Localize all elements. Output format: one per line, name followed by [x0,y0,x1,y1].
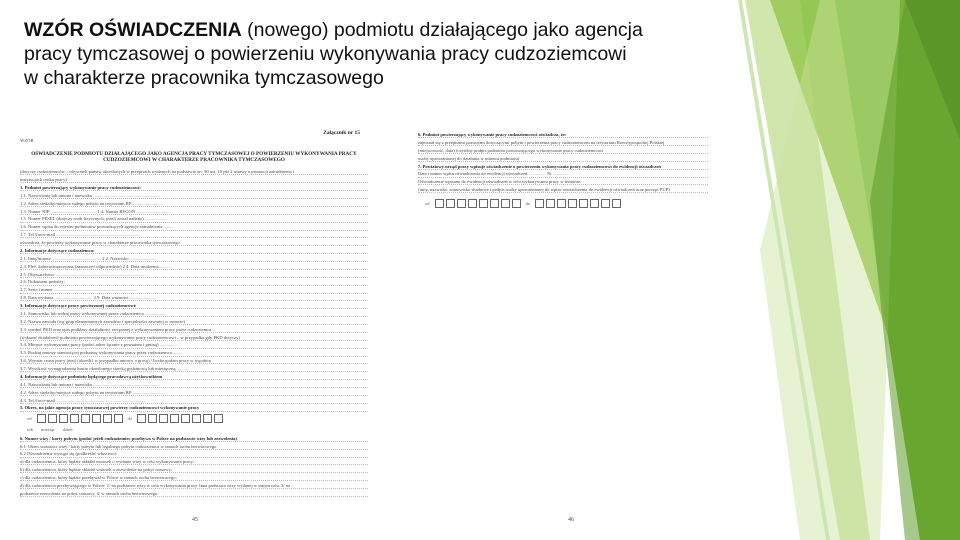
from-label: od [27,416,32,422]
slide-title-rest: (nowego) podmiotu działającego jako agencja pracy tymczasowej o powierzeniu wykonywania pracy cudzoziemcowi w charakterze pracownika tymczasowego [24,19,643,89]
document-line: b) dla cudzoziemca, który będzie składał wniosek o zezwolenie na pobyt czasowy; [20,467,368,473]
document-line: 1. Podmiot powierzający wykonywanie pracy cudzoziemcowi: [20,185,368,191]
document-title: OŚWIADCZENIE PODMIOTU DZIAŁAJĄCEGO JAKO AGENCJA PRACY TYMCZASOWEJ O POWIERZENIU WYKONYWANIA PRACY CUDZOZIEMCOWI W CHARAKTERZE PRACOWNIKA TYMCZASOWEGO [31,151,357,164]
slide-title [24,18,644,90]
document-line: 2.6. Dokument podróży: [20,279,368,285]
document-line: 3.4. Miejsce wykonywania pracy (podać adres łącznie z powiatem i gminą) ............... [20,342,368,348]
document-line: 6.1. Okres ważności wizy / karty pobytu lub legalnego pobytu cudzoziemca w ramach ruchu bezwizowego [20,444,368,450]
document-line: 1.2. Adres siedziby/miejsca stałego pobytu na terytorium RP............................ [20,201,368,207]
document-line: (wskazać działalność podmiotu powierzającego wykonywanie pracy cudzoziemcowi – w przypadku gdy PKD dotyczy) [20,335,368,341]
slide-title-bold: WZÓR OŚWIADCZENIA [24,19,242,41]
document-line: 4.3. Tel./fax/e-mail .............................................................................. [20,398,368,404]
document-line: 3.7. Wysokość wynagrodzenia brutto określonego stawką godzinową lub miesięczną .......... [20,366,368,372]
date-boxes-row-right [422,199,708,207]
from-label-right: od [425,200,430,206]
document-line: 1.7. Tel./fax/e-mail .......................................................................... [20,232,368,238]
document-line: 3.6. Wymiar czasu pracy (etat) (określić w przypadku umowy o pracę) / liczba godzin pracy w tygodniu [20,358,368,364]
document-line: a) dla cudzoziemca, który będzie składał wniosek o wydanie wizy w celu wykonywania pracy; [20,459,368,465]
document-line: 5. Okres, na jakie agencja pracy tymczasowej powierzy cudzoziemcowi wykonywanie pracy [20,405,368,411]
document-body-lines-bottom [20,436,368,497]
document-line: 1.6. Numer wpisu do rejestru podmiotów prowadzących agencje zatrudnienia ........ [20,224,368,230]
date-labels-row [24,426,368,434]
page-number-right: 46 [568,517,574,523]
scanned-page-left [20,126,368,531]
document-line: (miejscowość, data) (czytelny podpis podmiotu powierzającego wykonywanie pracy cudzoziemcowi [418,148,708,154]
day-label: dzień [62,427,73,433]
document-line: oświadcza, że powierzy wykonywanie pracy w charakterze pracownika tymczasowego. [20,240,368,246]
document-line: 3.2. Nazwa zawodu (wg grup elementarnych zawodów i specjalności zawartej w ustawie) [20,319,368,325]
document-line: 3. Informacje dotyczące pracy powierzonej cudzoziemcowi: [20,303,368,309]
document-line: Data i numer wpisu oświadczenia do ewidencji oświadczeń: .............. Nr .............. [418,171,708,177]
document-line: 6. Numer wizy / karty pobytu (podać jeżeli cudzoziemiec przebywa w Polsce na podstawie wizy lub zezwolenia) [20,436,368,442]
document-line: 6. Podmiot powierzający wykonywanie pracy cudzoziemcowi oświadcza, że: [418,132,708,138]
document-line: instytucjach rynku pracy) [20,177,368,183]
month-label: miesiąc [41,427,55,433]
document-line: zapoznał się z przepisami prawnymi dotyczącymi pobytu i powierzenia pracy cudzoziemcom na terytorium Rzeczypospolitej Polskiej [418,140,708,146]
document-line: d) dla cudzoziemca przebywającego w Polsce: 1/ na podstawie wizy w celu wykonywania pracy. Inna podstawa wizy wydanej w innym celu. 3/ na [20,483,368,489]
page-number-left: 45 [192,517,198,523]
scanned-page-right [418,126,708,531]
document-line: 3.3. symbol PKD oraz opis podklasy działalności związanej z wykonywaniem pracy przez cudzoziemca ... [20,327,368,333]
document-line: osoby upoważnionej do działania w imieniu podmiotu) [418,156,708,162]
document-line: 1.5. Numer PESEL (dotyczy osób fizycznych, jeżeli został nadany) .................... [20,216,368,222]
document-body-lines-right [418,132,708,193]
document-line: 4.1. Nazwa/imię lub imiona i nazwisko .......................................................... [20,382,368,388]
document-line: podstawie zezwolenia na pobyt czasowy, 4/ w ramach ruchu bezwizowego. [20,491,368,497]
document-line: 3.5. Rodzaj umowy stanowiącej podstawę wykonywania pracy przez cudzoziemca ........ [20,350,368,356]
annex-label: Załącznik nr 15 [323,130,360,136]
to-label-right: do [525,200,530,206]
document-line: 4. Informacje dotyczące podmiotu będącego pracodawcą użytkownikiem [20,374,368,380]
document-line: 2.5. Obywatelstwo .............................................................................. [20,272,368,278]
document-line: c) dla cudzoziemca, który będzie przebywał w Polsce w ramach ruchu bezwizowego; [20,475,368,481]
to-label: do [127,416,132,422]
wzor-label: WZÓR [20,138,34,143]
document-line: 2. Informacje dotyczące cudzoziemca: [20,248,368,254]
date-boxes-row [24,415,368,423]
document-line: Oświadczenie wpisano do ewidencji oświadczeń w celu wykonywania pracy w terminie: [418,179,708,185]
document-line: 1.1. Nazwa/imię lub imiona i nazwisko .......................................................... [20,193,368,199]
document-line: 2.8. Data wydania ................................. 2.9. Data ważności ....................... [20,295,368,301]
document-line: 1.3. Numer NIP ........................................ 1.4. Numer REGON .............................. [20,209,368,215]
document-line: 7. Powiatowy urząd pracy wpisuje oświadczenie o powierzeniu wykonywania pracy cudzoziemcowi do ewidencji oświadczeń [418,164,708,170]
document-line: (imię, nazwisko, stanowisko służbowe i podpis osoby upoważnionej do wpisu oświadczenia do ewidencji oświadczeń oraz pieczęć PUP) [418,187,708,193]
document-line: (dotyczy cudzoziemców – obywateli państw określonych w przepisach wydanych na podstawie art. 90 ust. 10 pkt 2 ustawy o promocji zatrudnienia i [20,169,368,175]
document-line: 6.2 Oświadczenie wystąpi się (podkreślić właściwe): [20,451,368,457]
year-label: rok [27,427,33,433]
document-line: 2.7. Seria i numer ........................................................................ [20,287,368,293]
document-line: 3.1. Stanowisko lub rodzaj pracy wykonywanej przez cudzoziemca ................... [20,311,368,317]
document-body-lines [20,169,368,411]
document-line: 4.2. Adres siedziby/miejsca stałego pobytu na terytorium RP .............................. [20,390,368,396]
document-line: 2.1. Imię/imiona ........................................... 2.2. Nazwisko ........................ [20,256,368,262]
document-line: 2.3. Płeć: kobieta/mężczyzna (zaznaczyć odpowiednie) 2.4. Data urodzenia ......... [20,264,368,270]
